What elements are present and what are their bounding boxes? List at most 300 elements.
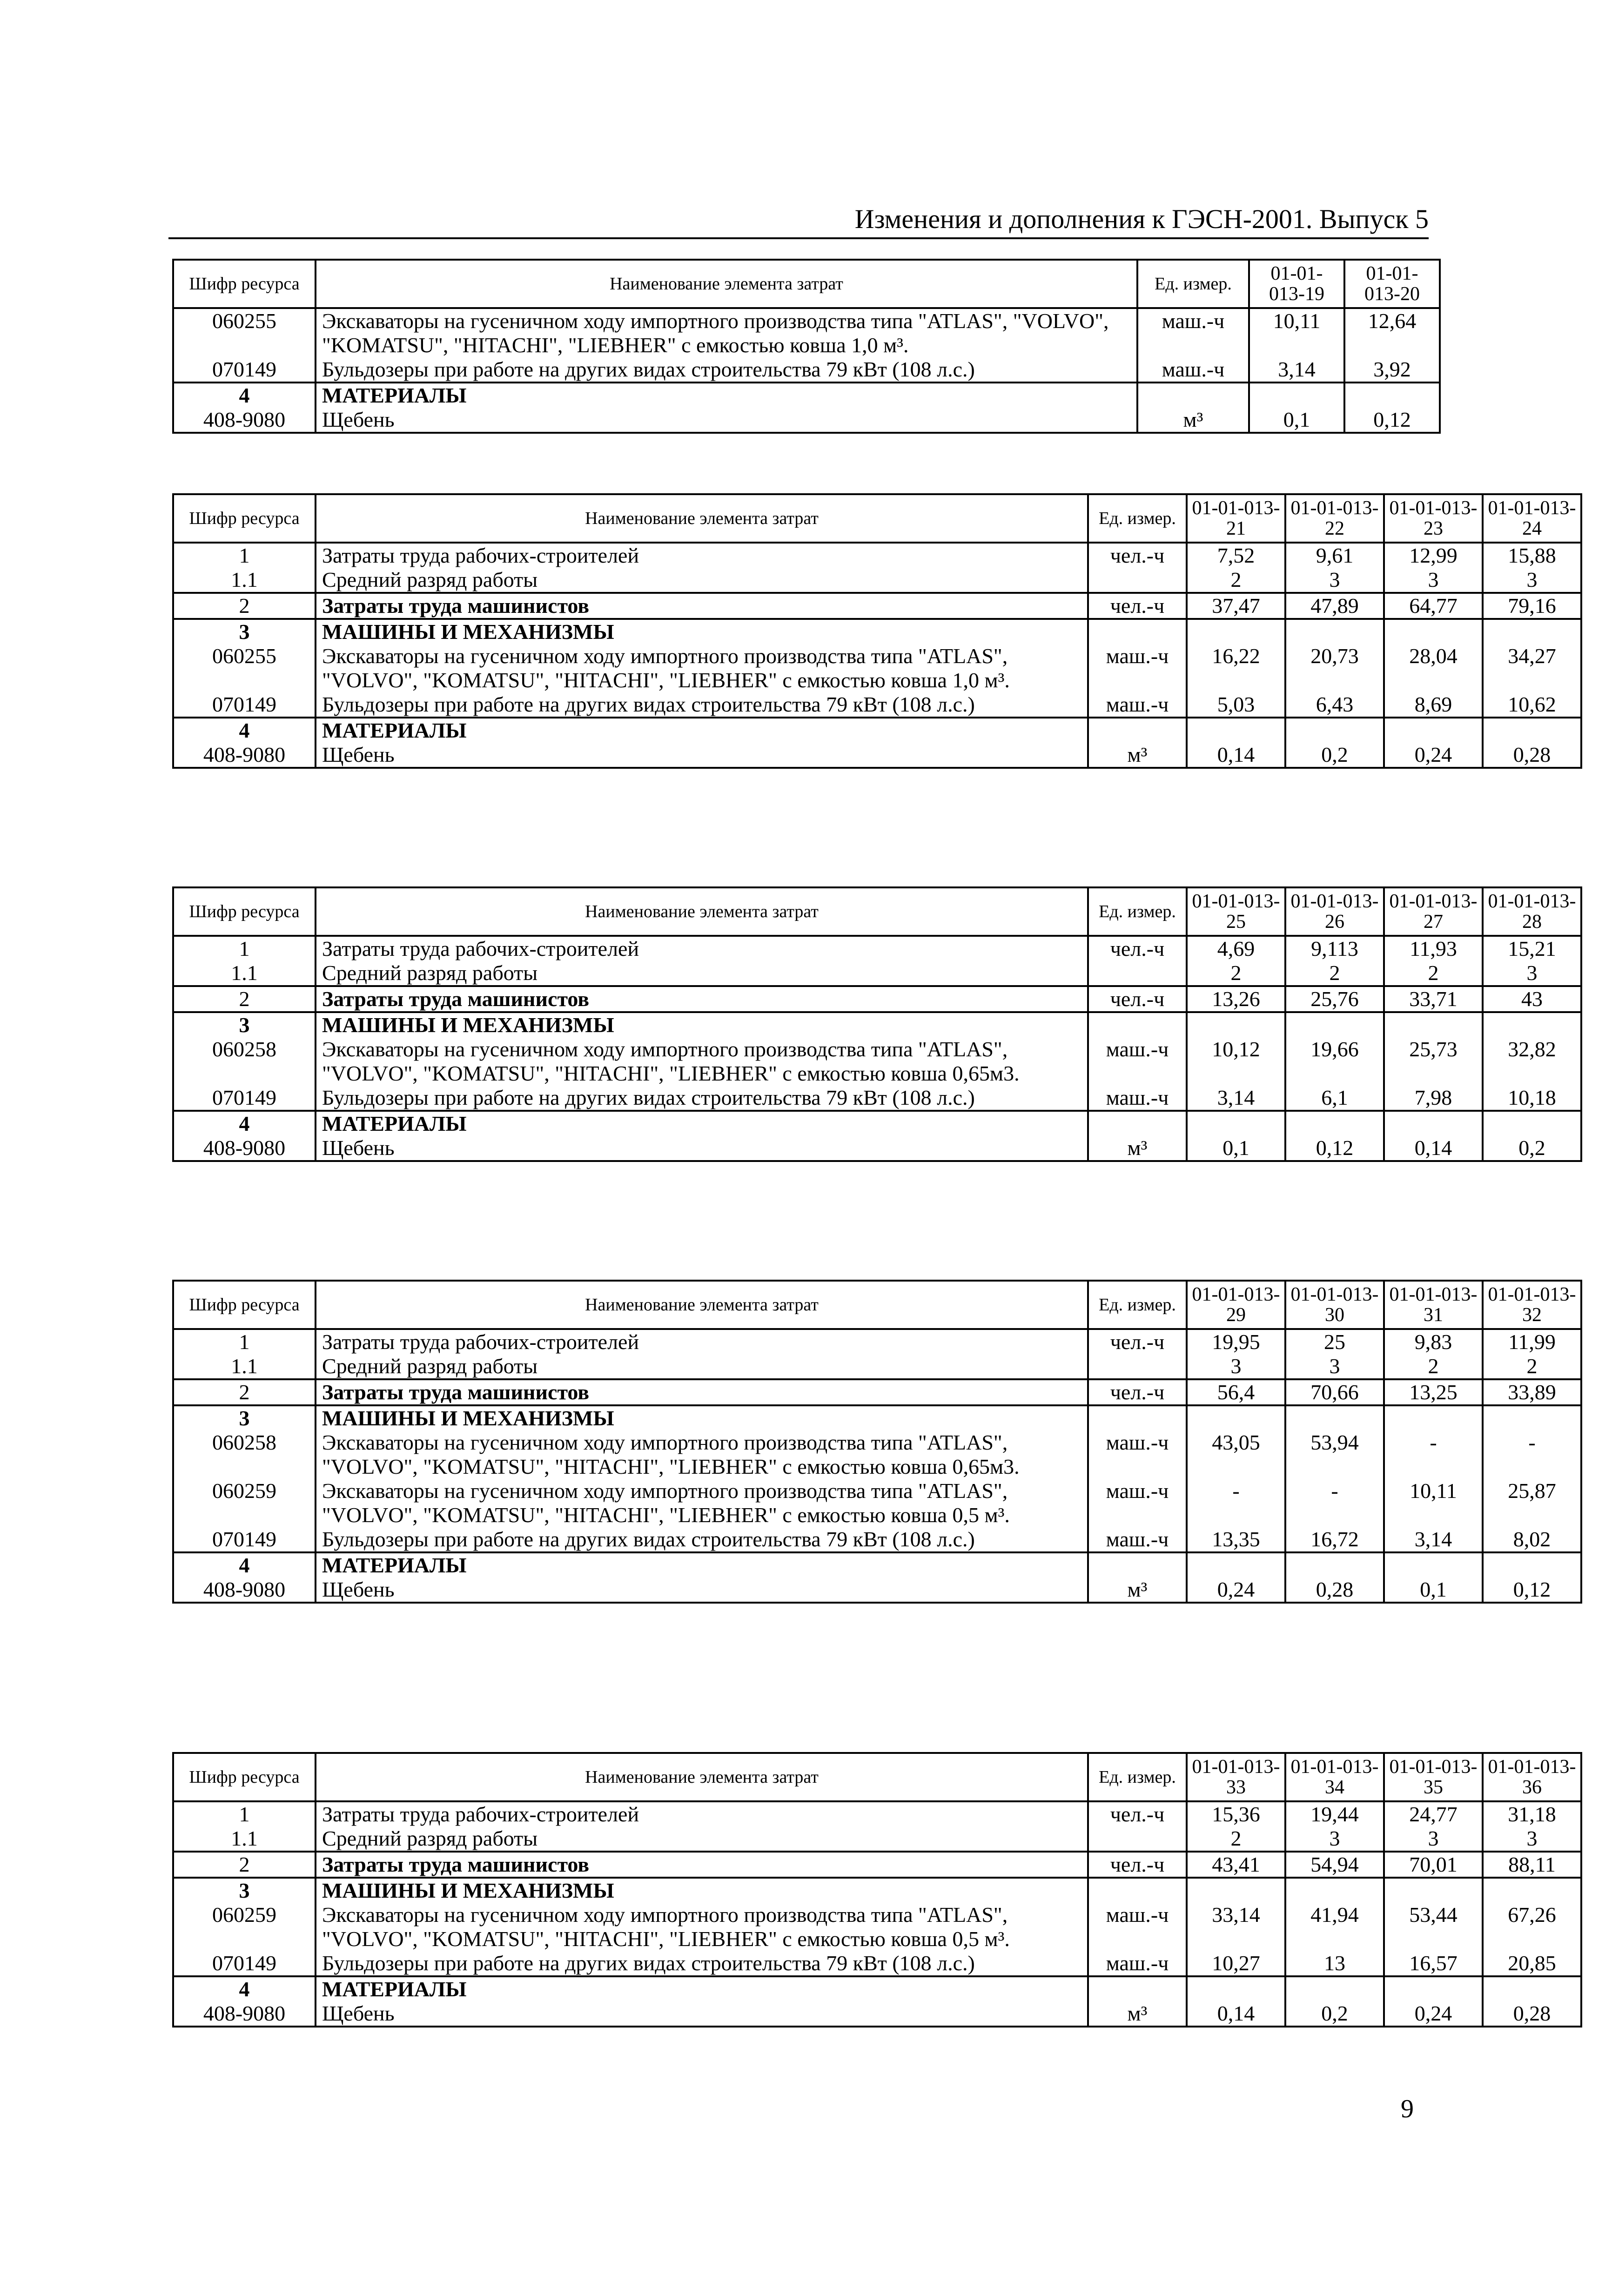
value-cell: 10,12	[1187, 1037, 1285, 1086]
column-header-unit: Ед. измер.	[1088, 494, 1187, 543]
value-cell: 19,44	[1285, 1801, 1384, 1826]
cost-item-name: МАТЕРИАЛЫ	[316, 1111, 1088, 1136]
value-cell: 0,24	[1384, 2001, 1483, 2027]
table-row	[173, 692, 1581, 718]
cost-item-name: Затраты труда машинистов	[316, 1379, 1088, 1405]
table-row	[173, 961, 1581, 986]
resource-code: 1.1	[173, 568, 316, 593]
unit-cell: маш.-ч	[1088, 1527, 1187, 1552]
value-cell: 79,16	[1483, 593, 1581, 619]
resource-code: 4	[173, 1552, 316, 1578]
cost-item-name: Затраты труда рабочих-строителей	[316, 543, 1088, 568]
unit-cell: чел.-ч	[1088, 593, 1187, 619]
cost-item-name: Затраты труда машинистов	[316, 986, 1088, 1012]
column-header-unit: Ед. измер.	[1088, 1753, 1187, 1801]
unit-cell: м³	[1088, 743, 1187, 768]
value-cell	[1285, 1012, 1384, 1037]
value-cell	[1187, 1878, 1285, 1903]
column-header-norm: 01-01-013-22	[1285, 494, 1384, 543]
cost-item-name: МАШИНЫ И МЕХАНИЗМЫ	[316, 1012, 1088, 1037]
resource-code: 060255	[173, 644, 316, 692]
value-cell	[1285, 1405, 1384, 1430]
value-cell: 11,99	[1483, 1329, 1581, 1354]
table-row	[173, 408, 1440, 433]
value-cell: 0,14	[1384, 1136, 1483, 1161]
table-header-row	[173, 1753, 1581, 1801]
resource-code: 3	[173, 1878, 316, 1903]
resource-code: 3	[173, 619, 316, 644]
value-cell: 47,89	[1285, 593, 1384, 619]
value-cell	[1285, 1976, 1384, 2001]
table-row	[173, 1976, 1581, 2001]
cost-item-name: Щебень	[316, 743, 1088, 768]
value-cell: -	[1384, 1430, 1483, 1479]
value-cell: 25,87	[1483, 1479, 1581, 1527]
value-cell: 7,98	[1384, 1086, 1483, 1111]
unit-cell	[1088, 961, 1187, 986]
value-cell	[1384, 1552, 1483, 1578]
unit-cell	[1088, 1826, 1187, 1852]
unit-cell: чел.-ч	[1088, 1329, 1187, 1354]
cost-item-name: Экскаваторы на гусеничном ходу импортного производства типа "ATLAS", "VOLVO", "KOMATSU", "HITACHI", "LIEBHER" с емкостью ковша 1,0 м³.	[316, 644, 1088, 692]
resource-code: 2	[173, 593, 316, 619]
value-cell: 0,24	[1384, 743, 1483, 768]
resource-code: 408-9080	[173, 408, 316, 433]
resource-code: 070149	[173, 357, 316, 383]
column-header-name: Наименование элемента затрат	[316, 494, 1088, 543]
cost-item-name: Средний разряд работы	[316, 568, 1088, 593]
resource-code: 070149	[173, 1527, 316, 1552]
column-header-name: Наименование элемента затрат	[316, 1281, 1088, 1329]
cost-table	[172, 1752, 1582, 2027]
column-header-code: Шифр ресурса	[173, 494, 316, 543]
column-header-norm: 01-01-013-26	[1285, 887, 1384, 936]
column-header-norm: 01-01-013-23	[1384, 494, 1483, 543]
column-header-code: Шифр ресурса	[173, 887, 316, 936]
value-cell	[1285, 1552, 1384, 1578]
value-cell: 8,69	[1384, 692, 1483, 718]
value-cell: 3,14	[1384, 1527, 1483, 1552]
value-cell: 37,47	[1187, 593, 1285, 619]
table-row	[173, 1878, 1581, 1903]
unit-cell: маш.-ч	[1088, 1479, 1187, 1527]
cost-item-name: Затраты труда машинистов	[316, 1852, 1088, 1878]
table-row	[173, 1329, 1581, 1354]
value-cell: 7,52	[1187, 543, 1285, 568]
cost-item-name: МАШИНЫ И МЕХАНИЗМЫ	[316, 1878, 1088, 1903]
value-cell: 19,95	[1187, 1329, 1285, 1354]
cost-item-name: Щебень	[316, 1136, 1088, 1161]
unit-cell	[1088, 1552, 1187, 1578]
column-header-code: Шифр ресурса	[173, 1281, 316, 1329]
value-cell: 13,25	[1384, 1379, 1483, 1405]
value-cell: 34,27	[1483, 644, 1581, 692]
table-row	[173, 1578, 1581, 1603]
value-cell: 3	[1384, 1826, 1483, 1852]
unit-cell: маш.-ч	[1137, 357, 1249, 383]
resource-code: 1	[173, 543, 316, 568]
resource-code: 2	[173, 986, 316, 1012]
resource-code: 408-9080	[173, 743, 316, 768]
value-cell: 2	[1187, 1826, 1285, 1852]
value-cell: 20,85	[1483, 1951, 1581, 1976]
cost-item-name: Средний разряд работы	[316, 1826, 1088, 1852]
resource-code: 1	[173, 936, 316, 961]
table-row	[173, 543, 1581, 568]
table-row	[173, 1951, 1581, 1976]
resource-code: 1.1	[173, 961, 316, 986]
cost-item-name: Щебень	[316, 1578, 1088, 1603]
unit-cell: маш.-ч	[1088, 1430, 1187, 1479]
value-cell: 12,64	[1344, 308, 1440, 357]
value-cell	[1384, 619, 1483, 644]
value-cell: 70,01	[1384, 1852, 1483, 1878]
value-cell: 88,11	[1483, 1852, 1581, 1878]
value-cell	[1483, 1552, 1581, 1578]
resource-code: 3	[173, 1405, 316, 1430]
table-row	[173, 743, 1581, 768]
cost-item-name: Экскаваторы на гусеничном ходу импортного производства типа "ATLAS", "VOLVO", "KOMATSU", "HITACHI", "LIEBHER" с емкостью ковша 0,65м3.	[316, 1037, 1088, 1086]
value-cell: 11,93	[1384, 936, 1483, 961]
value-cell: 16,57	[1384, 1951, 1483, 1976]
unit-cell	[1088, 1111, 1187, 1136]
value-cell	[1187, 1976, 1285, 2001]
resource-code: 4	[173, 1111, 316, 1136]
column-header-norm: 01-01-013-19	[1249, 260, 1344, 308]
value-cell: 2	[1285, 961, 1384, 986]
unit-cell	[1088, 1354, 1187, 1379]
value-cell: 0,28	[1285, 1578, 1384, 1603]
value-cell	[1249, 383, 1344, 408]
value-cell: 16,72	[1285, 1527, 1384, 1552]
table-row	[173, 1379, 1581, 1405]
table-row	[173, 718, 1581, 743]
cost-item-name: Экскаваторы на гусеничном ходу импортного производства типа "ATLAS", "VOLVO", "KOMATSU", "HITACHI", "LIEBHER" с емкостью ковша 1,0 м³.	[316, 308, 1137, 357]
value-cell: 3	[1285, 1354, 1384, 1379]
value-cell: 0,2	[1285, 2001, 1384, 2027]
unit-cell	[1088, 1405, 1187, 1430]
resource-code: 1	[173, 1801, 316, 1826]
value-cell: 3	[1285, 1826, 1384, 1852]
value-cell: 3,14	[1187, 1086, 1285, 1111]
value-cell: 0,12	[1483, 1578, 1581, 1603]
unit-cell	[1088, 1976, 1187, 2001]
value-cell: 0,24	[1187, 1578, 1285, 1603]
value-cell: 54,94	[1285, 1852, 1384, 1878]
cost-item-name: МАТЕРИАЛЫ	[316, 383, 1137, 408]
page-number: 9	[1401, 2095, 1414, 2123]
unit-cell: м³	[1088, 1578, 1187, 1603]
column-header-norm: 01-01-013-28	[1483, 887, 1581, 936]
value-cell: 2	[1384, 961, 1483, 986]
value-cell: 28,04	[1384, 644, 1483, 692]
value-cell: 31,18	[1483, 1801, 1581, 1826]
value-cell: 3	[1483, 961, 1581, 986]
value-cell	[1187, 1552, 1285, 1578]
unit-cell: маш.-ч	[1088, 644, 1187, 692]
value-cell: 0,1	[1249, 408, 1344, 433]
value-cell: 70,66	[1285, 1379, 1384, 1405]
value-cell: 32,82	[1483, 1037, 1581, 1086]
unit-cell: чел.-ч	[1088, 1379, 1187, 1405]
value-cell: 15,21	[1483, 936, 1581, 961]
value-cell	[1483, 1012, 1581, 1037]
table-row	[173, 1111, 1581, 1136]
cost-table	[172, 886, 1582, 1162]
value-cell: 0,2	[1285, 743, 1384, 768]
resource-code: 1.1	[173, 1826, 316, 1852]
value-cell: 10,27	[1187, 1951, 1285, 1976]
unit-cell	[1137, 383, 1249, 408]
value-cell	[1285, 1878, 1384, 1903]
value-cell: 6,1	[1285, 1086, 1384, 1111]
value-cell: 43,41	[1187, 1852, 1285, 1878]
table-row	[173, 644, 1581, 692]
value-cell: 53,94	[1285, 1430, 1384, 1479]
value-cell: 3	[1187, 1354, 1285, 1379]
unit-cell: маш.-ч	[1088, 1086, 1187, 1111]
unit-cell: маш.-ч	[1088, 1951, 1187, 1976]
value-cell: 10,11	[1249, 308, 1344, 357]
cost-item-name: МАШИНЫ И МЕХАНИЗМЫ	[316, 1405, 1088, 1430]
value-cell: 2	[1187, 961, 1285, 986]
resource-code: 060255	[173, 308, 316, 357]
value-cell: 3	[1285, 568, 1384, 593]
resource-code: 4	[173, 718, 316, 743]
column-header-norm: 01-01-013-31	[1384, 1281, 1483, 1329]
table-row	[173, 1430, 1581, 1479]
value-cell	[1285, 1111, 1384, 1136]
cost-item-name: Затраты труда рабочих-строителей	[316, 1801, 1088, 1826]
column-header-norm: 01-01-013-24	[1483, 494, 1581, 543]
cost-item-name: Бульдозеры при работе на других видах строительства 79 кВт (108 л.с.)	[316, 1086, 1088, 1111]
resource-code: 1.1	[173, 1354, 316, 1379]
unit-cell: маш.-ч	[1088, 692, 1187, 718]
value-cell: 2	[1483, 1354, 1581, 1379]
value-cell: 3	[1384, 568, 1483, 593]
value-cell: 9,61	[1285, 543, 1384, 568]
table-row	[173, 1903, 1581, 1951]
table-header-row	[173, 260, 1440, 308]
cost-table	[172, 493, 1582, 769]
column-header-norm: 01-01-013-25	[1187, 887, 1285, 936]
value-cell: 64,77	[1384, 593, 1483, 619]
column-header-code: Шифр ресурса	[173, 260, 316, 308]
value-cell	[1187, 619, 1285, 644]
value-cell	[1384, 1111, 1483, 1136]
cost-item-name: Затраты труда рабочих-строителей	[316, 936, 1088, 961]
value-cell: 0,12	[1285, 1136, 1384, 1161]
value-cell: 53,44	[1384, 1903, 1483, 1951]
value-cell	[1285, 718, 1384, 743]
column-header-norm: 01-01-013-35	[1384, 1753, 1483, 1801]
cost-item-name: Экскаваторы на гусеничном ходу импортного производства типа "ATLAS", "VOLVO", "KOMATSU", "HITACHI", "LIEBHER" с емкостью ковша 0,65м3.	[316, 1430, 1088, 1479]
value-cell	[1187, 1012, 1285, 1037]
resource-code: 408-9080	[173, 1578, 316, 1603]
value-cell	[1344, 383, 1440, 408]
value-cell	[1384, 1405, 1483, 1430]
resource-code: 070149	[173, 692, 316, 718]
table-row	[173, 1826, 1581, 1852]
value-cell: 25,76	[1285, 986, 1384, 1012]
value-cell: 13,26	[1187, 986, 1285, 1012]
column-header-name: Наименование элемента затрат	[316, 887, 1088, 936]
cost-item-name: МАШИНЫ И МЕХАНИЗМЫ	[316, 619, 1088, 644]
column-header-norm: 01-01-013-32	[1483, 1281, 1581, 1329]
cost-item-name: Экскаваторы на гусеничном ходу импортного производства типа "ATLAS", "VOLVO", "KOMATSU", "HITACHI", "LIEBHER" с емкостью ковша 0,5 м³.	[316, 1903, 1088, 1951]
value-cell: 10,11	[1384, 1479, 1483, 1527]
unit-cell	[1088, 619, 1187, 644]
value-cell: 41,94	[1285, 1903, 1384, 1951]
unit-cell	[1088, 1012, 1187, 1037]
resource-code: 2	[173, 1852, 316, 1878]
value-cell: 0,14	[1187, 743, 1285, 768]
header-title: Изменения и дополнения к ГЭСН-2001. Выпуск 5	[854, 204, 1429, 234]
value-cell: 2	[1384, 1354, 1483, 1379]
column-header-name: Наименование элемента затрат	[316, 1753, 1088, 1801]
value-cell	[1187, 1405, 1285, 1430]
value-cell: 0,2	[1483, 1136, 1581, 1161]
table-row	[173, 308, 1440, 357]
value-cell	[1483, 1878, 1581, 1903]
resource-code: 070149	[173, 1951, 316, 1976]
value-cell	[1285, 619, 1384, 644]
value-cell: -	[1483, 1430, 1581, 1479]
unit-cell: чел.-ч	[1088, 1852, 1187, 1878]
table-row	[173, 936, 1581, 961]
cost-item-name: Средний разряд работы	[316, 1354, 1088, 1379]
cost-table	[172, 259, 1441, 434]
unit-cell	[1088, 568, 1187, 593]
unit-cell: маш.-ч	[1088, 1903, 1187, 1951]
table-row	[173, 1405, 1581, 1430]
table-row	[173, 1012, 1581, 1037]
value-cell: 15,88	[1483, 543, 1581, 568]
value-cell: 3,92	[1344, 357, 1440, 383]
unit-cell: маш.-ч	[1137, 308, 1249, 357]
unit-cell: маш.-ч	[1088, 1037, 1187, 1086]
cost-item-name: Щебень	[316, 2001, 1088, 2027]
value-cell: 0,28	[1483, 743, 1581, 768]
table-row	[173, 383, 1440, 408]
value-cell: 10,62	[1483, 692, 1581, 718]
value-cell: 43	[1483, 986, 1581, 1012]
value-cell: 9,83	[1384, 1329, 1483, 1354]
table-row	[173, 619, 1581, 644]
column-header-norm: 01-01-013-21	[1187, 494, 1285, 543]
table-header-row	[173, 494, 1581, 543]
column-header-unit: Ед. измер.	[1137, 260, 1249, 308]
column-header-unit: Ед. измер.	[1088, 887, 1187, 936]
value-cell	[1187, 718, 1285, 743]
table-row	[173, 1136, 1581, 1161]
column-header-norm: 01-01-013-33	[1187, 1753, 1285, 1801]
table-row	[173, 1852, 1581, 1878]
value-cell	[1187, 1111, 1285, 1136]
column-header-norm: 01-01-013-29	[1187, 1281, 1285, 1329]
value-cell: -	[1187, 1479, 1285, 1527]
table-row	[173, 1354, 1581, 1379]
value-cell: 16,22	[1187, 644, 1285, 692]
unit-cell: чел.-ч	[1088, 936, 1187, 961]
table-header-row	[173, 1281, 1581, 1329]
value-cell: 19,66	[1285, 1037, 1384, 1086]
value-cell: 15,36	[1187, 1801, 1285, 1826]
value-cell: 33,71	[1384, 986, 1483, 1012]
page-header	[168, 203, 1429, 239]
value-cell	[1384, 1878, 1483, 1903]
value-cell	[1483, 1976, 1581, 2001]
column-header-norm: 01-01-013-20	[1344, 260, 1440, 308]
unit-cell	[1088, 718, 1187, 743]
value-cell: 3	[1483, 568, 1581, 593]
value-cell	[1384, 1012, 1483, 1037]
value-cell: 20,73	[1285, 644, 1384, 692]
value-cell	[1384, 1976, 1483, 2001]
value-cell: 0,1	[1187, 1136, 1285, 1161]
table-row	[173, 568, 1581, 593]
resource-code: 408-9080	[173, 2001, 316, 2027]
resource-code: 3	[173, 1012, 316, 1037]
cost-item-name: МАТЕРИАЛЫ	[316, 1976, 1088, 2001]
value-cell	[1483, 1111, 1581, 1136]
value-cell: 2	[1187, 568, 1285, 593]
cost-item-name: Бульдозеры при работе на других видах строительства 79 кВт (108 л.с.)	[316, 357, 1137, 383]
value-cell: 3	[1483, 1826, 1581, 1852]
unit-cell: чел.-ч	[1088, 986, 1187, 1012]
value-cell: 24,77	[1384, 1801, 1483, 1826]
cost-item-name: Бульдозеры при работе на других видах строительства 79 кВт (108 л.с.)	[316, 1527, 1088, 1552]
unit-cell	[1088, 1878, 1187, 1903]
value-cell: 12,99	[1384, 543, 1483, 568]
table-row	[173, 1552, 1581, 1578]
cost-item-name: Затраты труда рабочих-строителей	[316, 1329, 1088, 1354]
unit-cell: м³	[1088, 1136, 1187, 1161]
column-header-norm: 01-01-013-30	[1285, 1281, 1384, 1329]
column-header-norm: 01-01-013-34	[1285, 1753, 1384, 1801]
cost-item-name: МАТЕРИАЛЫ	[316, 718, 1088, 743]
unit-cell: м³	[1088, 2001, 1187, 2027]
value-cell: 0,12	[1344, 408, 1440, 433]
resource-code: 4	[173, 1976, 316, 2001]
value-cell	[1483, 1405, 1581, 1430]
value-cell: 13	[1285, 1951, 1384, 1976]
value-cell: 25,73	[1384, 1037, 1483, 1086]
value-cell: 33,89	[1483, 1379, 1581, 1405]
value-cell: 56,4	[1187, 1379, 1285, 1405]
table-row	[173, 986, 1581, 1012]
resource-code: 2	[173, 1379, 316, 1405]
column-header-code: Шифр ресурса	[173, 1753, 316, 1801]
value-cell: 67,26	[1483, 1903, 1581, 1951]
column-header-unit: Ед. измер.	[1088, 1281, 1187, 1329]
value-cell: 3,14	[1249, 357, 1344, 383]
value-cell: 5,03	[1187, 692, 1285, 718]
resource-code: 4	[173, 383, 316, 408]
table-row	[173, 357, 1440, 383]
unit-cell: м³	[1137, 408, 1249, 433]
value-cell: 13,35	[1187, 1527, 1285, 1552]
resource-code: 060259	[173, 1903, 316, 1951]
value-cell: 0,1	[1384, 1578, 1483, 1603]
column-header-norm: 01-01-013-27	[1384, 887, 1483, 936]
value-cell: 10,18	[1483, 1086, 1581, 1111]
column-header-norm: 01-01-013-36	[1483, 1753, 1581, 1801]
value-cell	[1483, 619, 1581, 644]
value-cell: 25	[1285, 1329, 1384, 1354]
resource-code: 1	[173, 1329, 316, 1354]
value-cell: 43,05	[1187, 1430, 1285, 1479]
